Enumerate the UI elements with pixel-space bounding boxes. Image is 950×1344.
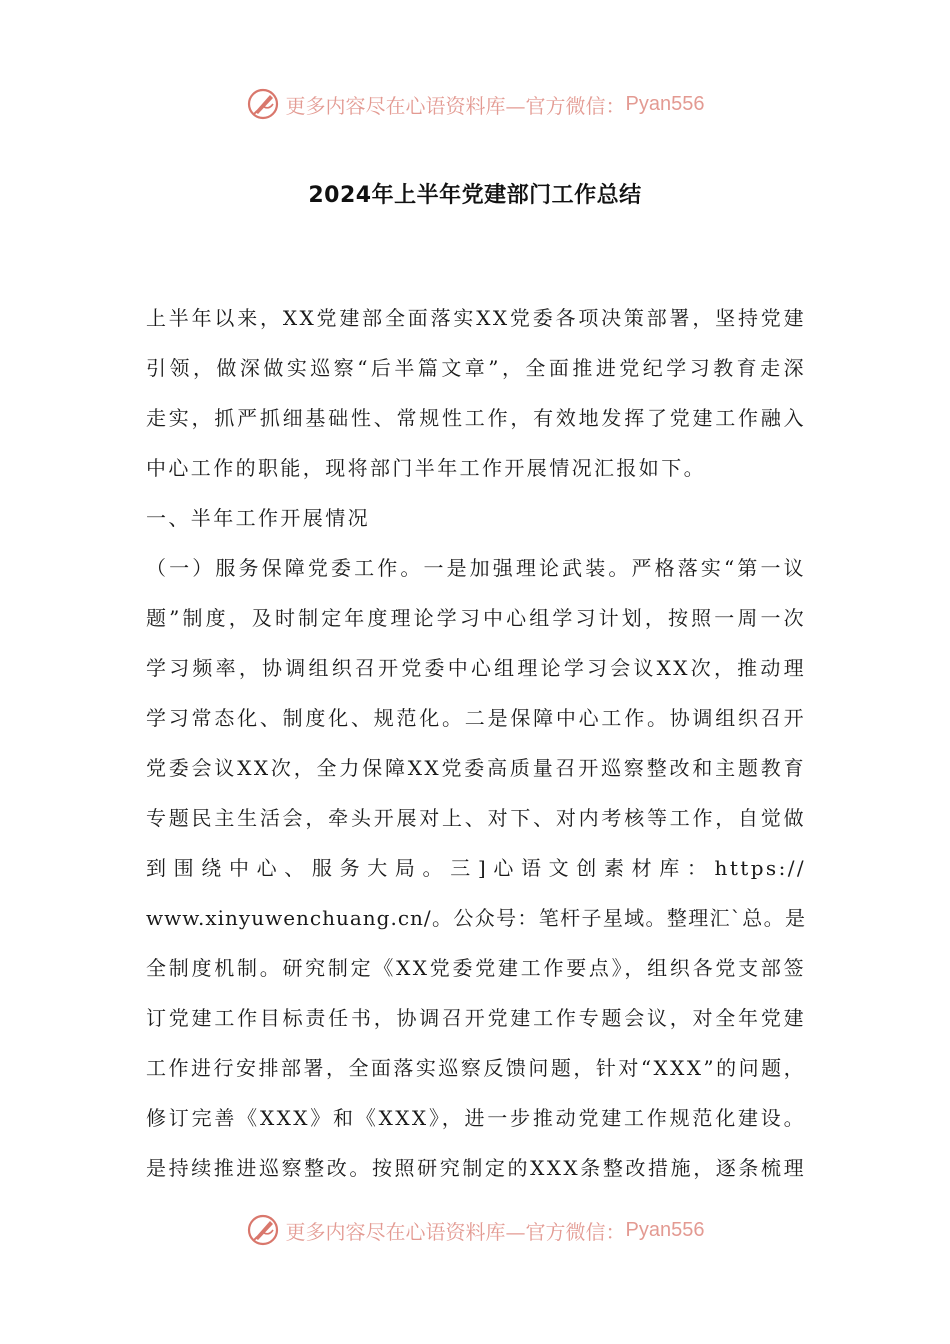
body-line: （一）服务保障党委工作。一是加强理论武装。严格落实“第一议 xyxy=(146,556,806,580)
header-watermark xyxy=(0,84,950,124)
body-line: www.xinyuwenchuang.cn/。公众号：笔杆子星域。整理汇`总。是 xyxy=(146,906,806,930)
body-line: 走实，抓严抓细基础性、常规性工作，有效地发挥了党建工作融入 xyxy=(146,406,806,430)
section-heading: 一、半年工作开展情况 xyxy=(146,506,370,530)
body-line: 工作进行安排部署，全面落实巡察反馈问题，针对“XXX”的问题， xyxy=(146,1056,806,1080)
body-line: 学习频率，协调组织召开党委中心组理论学习会议XX次，推动理 xyxy=(146,656,806,680)
body-line: 全制度机制。研究制定《XX党委党建工作要点》，组织各党支部签 xyxy=(146,956,806,980)
body-line: 订党建工作目标责任书，协调召开党建工作专题会议，对全年党建 xyxy=(146,1006,806,1030)
body-line: 学习常态化、制度化、规范化。二是保障中心工作。协调组织召开 xyxy=(146,706,806,730)
body-line: 上半年以来，XX党建部全面落实XX党委各项决策部署，坚持党建 xyxy=(146,306,806,330)
watermark-text: 更多内容尽在心语资料库—官方微信： xyxy=(285,1219,626,1244)
document-body xyxy=(146,296,806,1196)
body-line: 修订完善《XXX》和《XXX》，进一步推动党建工作规范化建设。 xyxy=(146,1106,806,1130)
body-line: 党委会议XX次，全力保障XX党委高质量召开巡察整改和主题教育 xyxy=(146,756,806,780)
footer-watermark xyxy=(0,1210,950,1250)
body-line: 中心工作的职能，现将部门半年工作开展情况汇报如下。 xyxy=(146,456,706,480)
body-line: 专题民主生活会，牵头开展对上、对下、对内考核等工作，自觉做 xyxy=(146,806,806,830)
body-line: 是持续推进巡察整改。按照研究制定的XXX条整改措施，逐条梳理 xyxy=(146,1156,806,1180)
quill-logo-icon xyxy=(246,87,280,121)
body-line: 引领，做深做实巡察“后半篇文章”，全面推进党纪学习教育走深 xyxy=(146,356,806,380)
watermark-text: 更多内容尽在心语资料库—官方微信： xyxy=(285,93,626,118)
body-line: 到围绕中心、服务大局。三]心语文创素材库：https:// xyxy=(146,856,806,880)
quill-logo-icon xyxy=(246,1213,280,1247)
watermark-handle: Pyan556 xyxy=(625,92,705,115)
watermark-handle: Pyan556 xyxy=(625,1218,705,1241)
body-line: 题”制度，及时制定年度理论学习中心组学习计划，按照一周一次 xyxy=(146,606,806,630)
document-title: 2024年上半年党建部门工作总结 xyxy=(308,183,642,208)
